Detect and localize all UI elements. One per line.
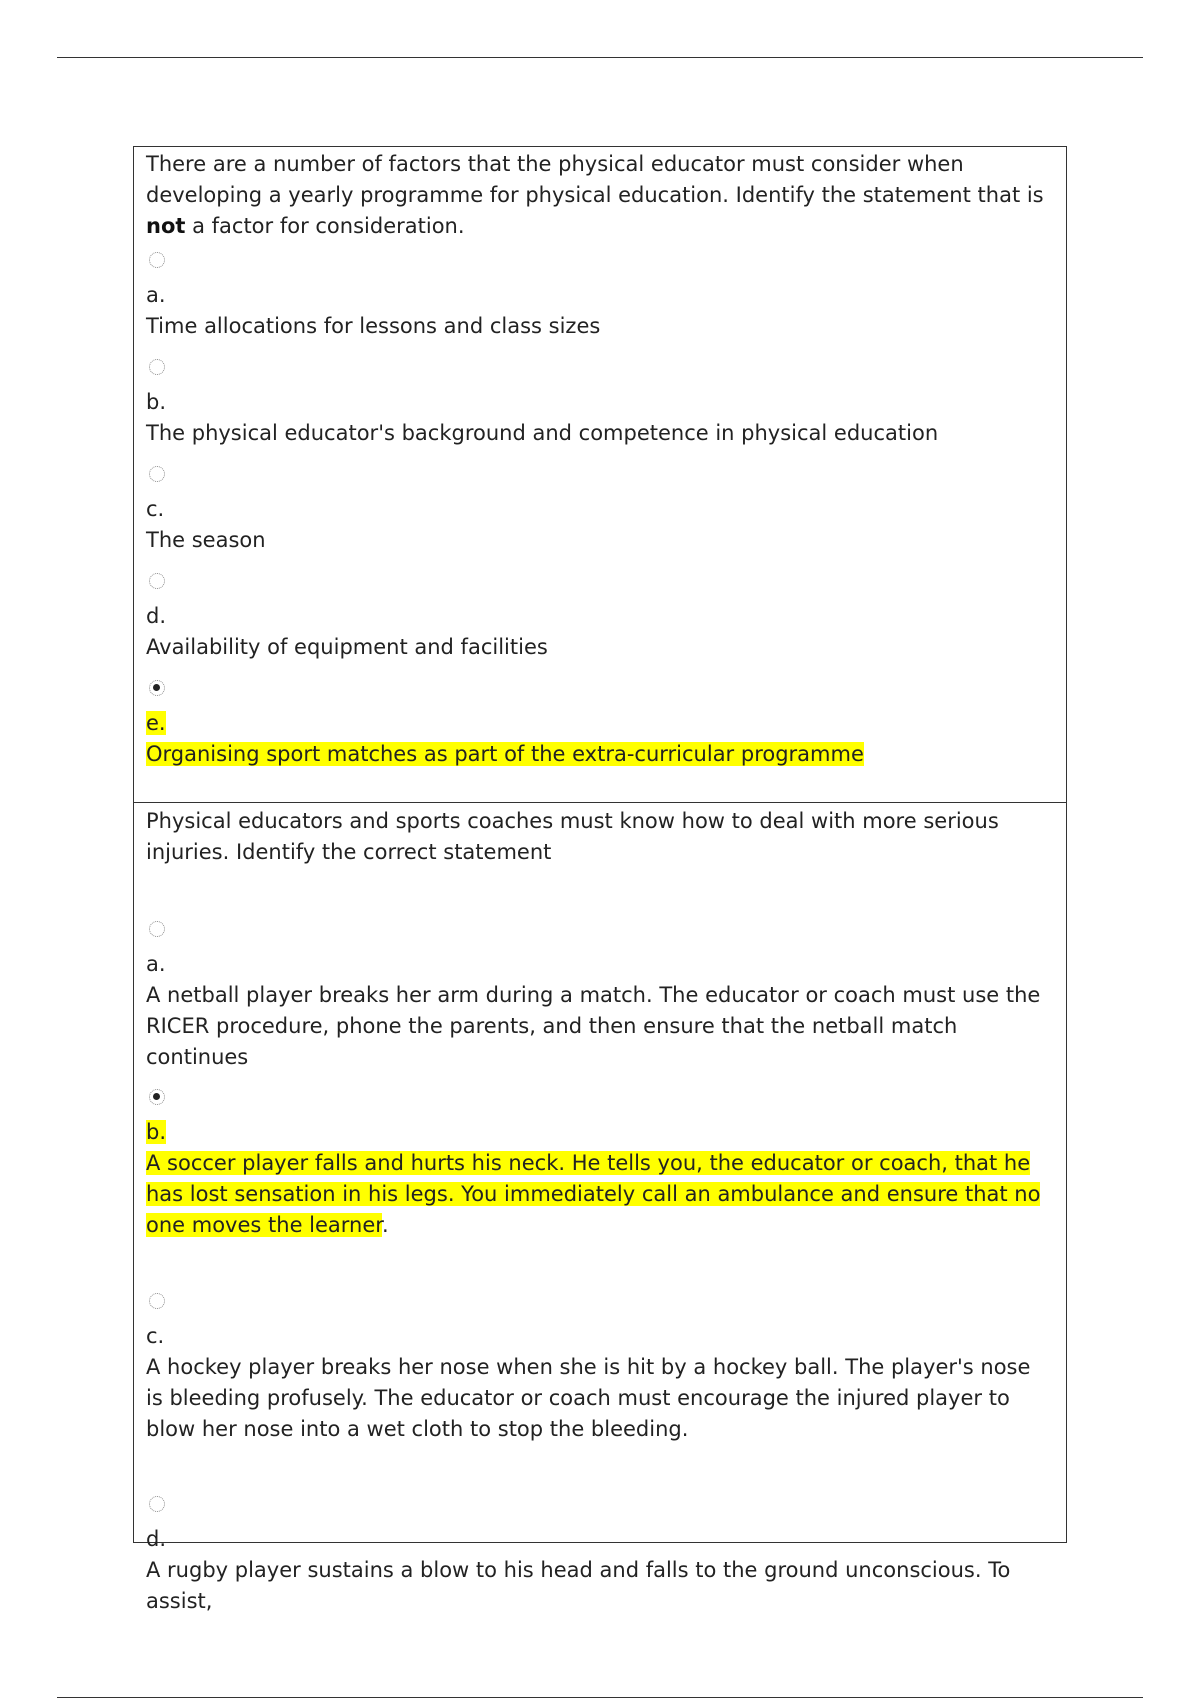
- option-letter: a.: [146, 283, 166, 307]
- option-text: Availability of equipment and facilities: [146, 635, 548, 659]
- option-letter: c.: [146, 1324, 165, 1348]
- page-top-rule: [57, 57, 1143, 58]
- option-letter-highlighted: e.: [146, 711, 166, 735]
- question-1-option-a[interactable]: [146, 252, 1052, 342]
- question-2-option-b[interactable]: [146, 1089, 1052, 1241]
- question-table: [133, 146, 1067, 1613]
- question-1-option-b[interactable]: [146, 359, 1052, 449]
- question-1-option-c[interactable]: [146, 466, 1052, 556]
- question-1-option-e[interactable]: [146, 680, 1052, 770]
- option-text-highlighted: Organising sport matches as part of the extra-curricular programme: [146, 742, 864, 766]
- question-2-option-c[interactable]: [146, 1293, 1052, 1445]
- option-text: The season: [146, 528, 266, 552]
- page-bottom-rule: [57, 1697, 1143, 1698]
- question-1: [134, 147, 1066, 803]
- option-text: A hockey player breaks her nose when she is hit by a hockey ball. The player's nose is bleeding profusely. The educator or coach must encourage the injured player to blow her nose into a wet cloth to stop the bleeding.: [146, 1355, 1031, 1441]
- radio-button[interactable]: [149, 1293, 165, 1309]
- radio-button[interactable]: [149, 1496, 165, 1512]
- option-letter-highlighted: b.: [146, 1120, 167, 1144]
- option-letter: d.: [146, 604, 167, 628]
- option-letter: c.: [146, 497, 165, 521]
- radio-button[interactable]: [149, 573, 165, 589]
- question-1-option-d[interactable]: [146, 573, 1052, 663]
- radio-button[interactable]: [149, 466, 165, 482]
- question-1-emphasis: not: [146, 214, 186, 238]
- radio-button-selected[interactable]: [149, 680, 165, 696]
- option-letter: d.: [146, 1527, 167, 1551]
- question-2-option-d[interactable]: [146, 1496, 1052, 1617]
- question-2-text: Physical educators and sports coaches must know how to deal with more serious injuries. Identify the correct statement: [146, 809, 999, 864]
- question-2-option-a[interactable]: [146, 921, 1052, 1073]
- option-text: The physical educator's background and competence in physical education: [146, 421, 939, 445]
- radio-button-selected[interactable]: [149, 1089, 165, 1105]
- radio-button[interactable]: [149, 359, 165, 375]
- option-text: Time allocations for lessons and class sizes: [146, 314, 601, 338]
- question-2: [134, 803, 1066, 1613]
- option-text: A rugby player sustains a blow to his head and falls to the ground unconscious. To assist,: [146, 1558, 1011, 1613]
- option-text-highlighted: A soccer player falls and hurts his neck. He tells you, the educator or coach, that he has lost sensation in his legs. You immediately call an ambulance and ensure that no one moves the learner: [146, 1151, 1041, 1237]
- question-1-text: There are a number of factors that the physical educator must consider when developing a yearly programme for physical education. Identify the statement that is not a factor for consideration.: [146, 152, 1044, 238]
- radio-button[interactable]: [149, 921, 165, 937]
- option-text-tail: .: [381, 1213, 389, 1237]
- option-letter: a.: [146, 952, 166, 976]
- option-text: A netball player breaks her arm during a match. The educator or coach must use the RICER procedure, phone the parents, and then ensure that the netball match continues: [146, 983, 1041, 1069]
- option-letter: b.: [146, 390, 167, 414]
- radio-button[interactable]: [149, 252, 165, 268]
